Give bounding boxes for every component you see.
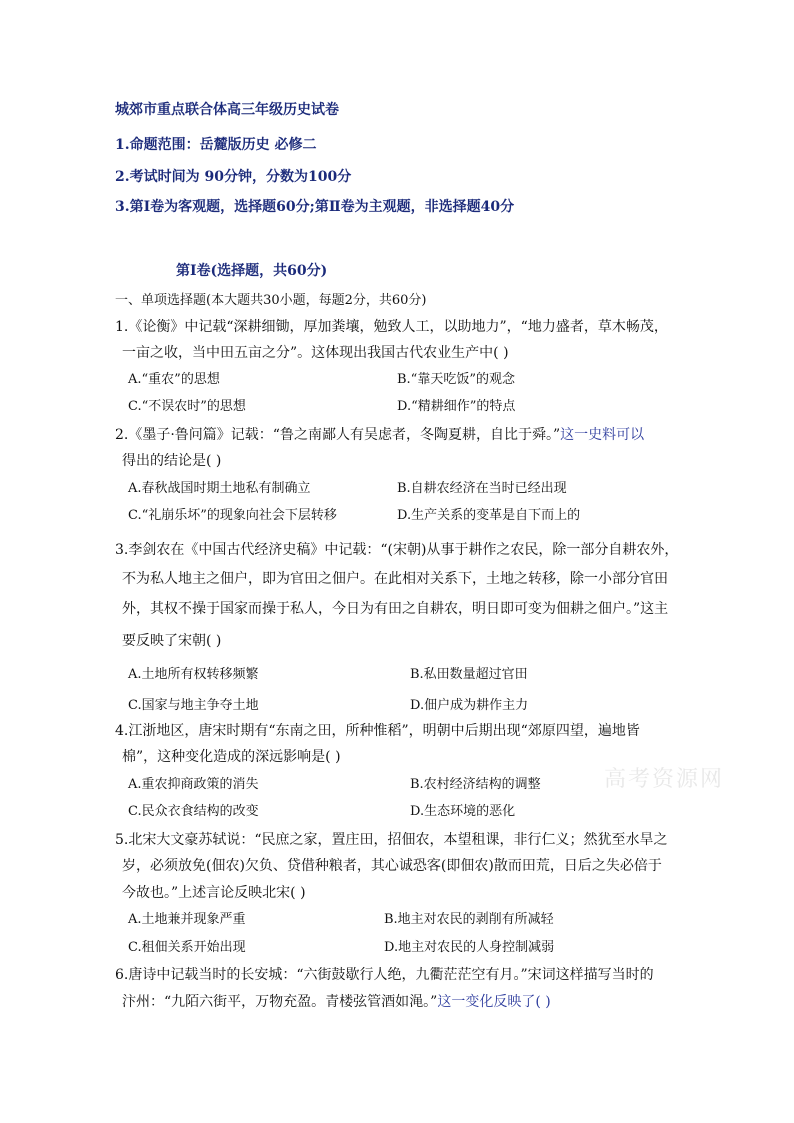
question-3-stem: 3.李剑农在《中国古代经济史稿》中记载：“(宋朝)从事于耕作之农民，除一部分自耕农外， xyxy=(115,542,679,558)
question-1-option-b: B.“靠天吃饭”的观念 xyxy=(397,372,515,387)
question-2-stem: 得出的结论是( ) xyxy=(122,453,222,469)
question-5-stem: 5.北宋大文豪苏轼说：“民庶之家，置庄田，招佃农，本望租课，非行仁义；然犹至水旱之 xyxy=(115,832,668,848)
question-5-stem: 今故也。”上述言论反映北宋( ) xyxy=(122,885,306,901)
question-5-option-a: A.土地兼并现象严重 xyxy=(128,912,246,927)
question-4-stem: 4.江浙地区，唐宋时期有“东南之田，所种惟稻”，明朝中后期出现“郊原四望，遍地皆 xyxy=(115,723,640,739)
exam-scope: 1.命题范围：岳麓版历史 必修二 xyxy=(115,137,317,153)
question-5-option-c: C.租佃关系开始出现 xyxy=(128,940,246,955)
question-3-stem: 不为私人地主之佃户，即为官田之佃户。在此相对关系下，土地之转移，除一小部分官田 xyxy=(122,571,668,587)
question-2-option-d: D.生产关系的变革是自下而上的 xyxy=(397,508,581,523)
exam-time: 2.考试时间为 90分钟，分数为100分 xyxy=(115,169,352,185)
question-2-stem: 2.《墨子·鲁问篇》记载：“鲁之南鄙人有吴虑者，冬陶夏耕，自比于舜。”这一史料可以 xyxy=(115,427,645,443)
question-4-option-a: A.重农抑商政策的消失 xyxy=(128,777,259,792)
question-1-option-c: C.“不误农时”的思想 xyxy=(128,399,246,414)
question-6-stem: 6.唐诗中记载当时的长安城：“六街鼓歇行人绝，九衢茫茫空有月。”宋词这样描写当时的 xyxy=(115,967,654,983)
exam-title: 城郊市重点联合体高三年级历史试卷 xyxy=(115,102,339,118)
question-3-option-a: A.土地所有权转移频繁 xyxy=(128,667,259,682)
question-1-option-a: A.“重农”的思想 xyxy=(128,372,220,387)
question-1-stem: 一亩之收，当中田五亩之分”。这体现出我国古代农业生产中( ) xyxy=(122,345,509,361)
question-3-option-b: B.私田数量超过官田 xyxy=(410,667,528,682)
question-2-option-a: A.春秋战国时期土地私有制确立 xyxy=(128,481,311,496)
question-5-stem: 岁，必须放免(佃农)欠负、贷借种粮者，其心诚恐客(即佃农)散而田荒，日后之失必倍于 xyxy=(122,858,662,874)
question-2-option-c: C.“礼崩乐坏”的现象向社会下层转移 xyxy=(128,508,337,523)
question-3-option-d: D.佃户成为耕作主力 xyxy=(410,698,529,713)
question-4-option-d: D.生态环境的恶化 xyxy=(410,804,516,819)
question-1-stem: 1.《论衡》中记载“深耕细锄，厚加粪壤，勉致人工，以助地力”，“地力盛者，草木畅茂， xyxy=(115,319,668,335)
section-instruction: 一、单项选择题(本大题共30小题，每题2分，共60分) xyxy=(115,293,427,308)
question-3-stem: 外，其权不操于国家而操于私人，今日为有田之自耕农，明日即可变为佃耕之佃户。”这主 xyxy=(122,601,669,617)
question-5-option-d: D.地主对农民的人身控制减弱 xyxy=(384,940,555,955)
question-4-option-c: C.民众衣食结构的改变 xyxy=(128,804,259,819)
watermark: 高考资源网 xyxy=(604,767,725,792)
question-4-stem: 棉”，这种变化造成的深远影响是( ) xyxy=(122,749,341,765)
question-1-option-d: D.“精耕细作”的特点 xyxy=(397,399,516,414)
question-3-stem: 要反映了宋朝( ) xyxy=(122,633,222,649)
section-title: 第Ⅰ卷(选择题，共60分) xyxy=(176,263,328,279)
question-5-option-b: B.地主对农民的剥削有所减轻 xyxy=(384,912,554,927)
question-3-option-c: C.国家与地主争夺土地 xyxy=(128,698,259,713)
question-4-option-b: B.农村经济结构的调整 xyxy=(410,777,541,792)
question-2-option-b: B.自耕农经济在当时已经出现 xyxy=(397,481,567,496)
exam-structure: 3.第Ⅰ卷为客观题，选择题60分;第Ⅱ卷为主观题，非选择题40分 xyxy=(115,199,515,215)
question-6-stem: 汴州：“九陌六街平，万物充盈。青楼弦管酒如渑。”这一变化反映了( ) xyxy=(122,994,551,1010)
